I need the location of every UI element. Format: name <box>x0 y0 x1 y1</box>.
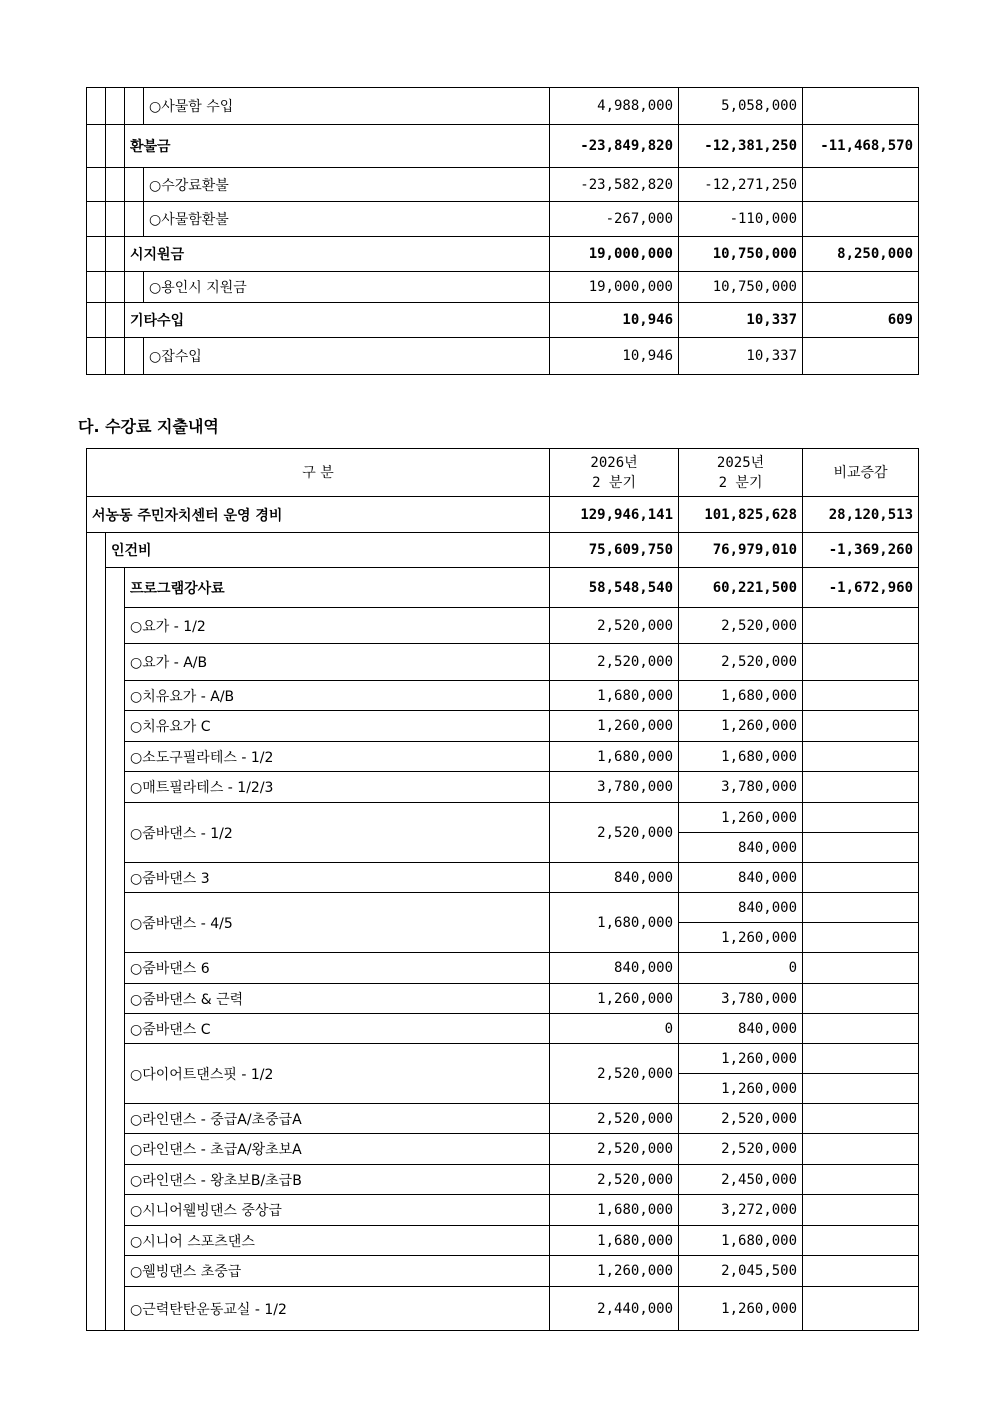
indent-cell <box>125 202 144 237</box>
value-diff <box>803 833 919 863</box>
value-diff <box>803 1134 919 1165</box>
value-2026: 840,000 <box>550 953 679 984</box>
value-2026: 2,520,000 <box>550 1165 679 1195</box>
table-row <box>87 1256 919 1287</box>
indent-cell <box>87 533 106 1331</box>
value-diff <box>803 1165 919 1195</box>
value-2025: 840,000 <box>679 833 803 863</box>
table-row <box>87 984 919 1014</box>
table-row <box>87 202 919 237</box>
value-diff <box>803 644 919 681</box>
value-2026: -23,849,820 <box>550 125 679 168</box>
indent-cell <box>106 237 125 272</box>
value-2026: 3,780,000 <box>550 772 679 803</box>
value-diff <box>803 681 919 711</box>
row-label: ○줌바댄스 & 근력 <box>125 984 550 1014</box>
indent-cell <box>106 168 125 202</box>
value-diff <box>803 803 919 833</box>
value-diff: 8,250,000 <box>803 237 919 272</box>
table-row <box>87 863 919 893</box>
total-2026: 129,946,141 <box>550 497 679 533</box>
header-category: 구 분 <box>87 449 550 497</box>
personnel-label: 인건비 <box>106 533 550 568</box>
value-diff: 609 <box>803 303 919 338</box>
instructor-diff: -1,672,960 <box>803 568 919 608</box>
instructor-2026: 58,548,540 <box>550 568 679 608</box>
value-diff <box>803 923 919 953</box>
value-2025: 1,260,000 <box>679 1044 803 1074</box>
row-label: ○요가 - A/B <box>125 644 550 681</box>
value-2025: 1,680,000 <box>679 1226 803 1256</box>
value-diff <box>803 893 919 923</box>
row-label: ○다이어트댄스핏 - 1/2 <box>125 1044 550 1104</box>
row-label: ○잡수입 <box>144 338 550 375</box>
value-2025: 2,520,000 <box>679 1104 803 1134</box>
row-label: ○매트필라테스 - 1/2/3 <box>125 772 550 803</box>
value-2025: 1,260,000 <box>679 711 803 742</box>
personnel-row <box>87 533 919 568</box>
row-label: 시지원금 <box>125 237 550 272</box>
row-label: ○사물함환불 <box>144 202 550 237</box>
value-diff <box>803 772 919 803</box>
value-diff <box>803 608 919 644</box>
indent-cell <box>106 338 125 375</box>
value-2025: 2,045,500 <box>679 1256 803 1287</box>
table-row <box>87 1044 919 1074</box>
value-2025: 0 <box>679 953 803 984</box>
row-label: ○라인댄스 - 왕초보B/초급B <box>125 1165 550 1195</box>
table-row <box>87 644 919 681</box>
indent-cell <box>87 237 106 272</box>
value-2025: 10,337 <box>679 303 803 338</box>
table-row <box>87 1134 919 1165</box>
value-2025: 1,680,000 <box>679 742 803 772</box>
row-label: ○웰빙댄스 초중급 <box>125 1256 550 1287</box>
value-2025: 1,260,000 <box>679 803 803 833</box>
value-2026: 1,680,000 <box>550 681 679 711</box>
value-2026: 2,520,000 <box>550 608 679 644</box>
value-2025: 10,337 <box>679 338 803 375</box>
row-label: 환불금 <box>125 125 550 168</box>
indent-cell <box>106 272 125 303</box>
value-2026: 1,260,000 <box>550 984 679 1014</box>
value-2025: -110,000 <box>679 202 803 237</box>
personnel-2026: 75,609,750 <box>550 533 679 568</box>
table-row <box>87 803 919 833</box>
table-row <box>87 237 919 272</box>
table-row <box>87 1287 919 1331</box>
row-label: ○라인댄스 - 중급A/초중급A <box>125 1104 550 1134</box>
row-label: ○줌바댄스 6 <box>125 953 550 984</box>
table-row <box>87 338 919 375</box>
value-2026: 2,520,000 <box>550 1134 679 1165</box>
value-diff <box>803 168 919 202</box>
value-2025: 3,780,000 <box>679 772 803 803</box>
value-2025: 1,260,000 <box>679 1074 803 1104</box>
value-2026: 19,000,000 <box>550 237 679 272</box>
header-row <box>87 449 919 497</box>
value-2026: 10,946 <box>550 338 679 375</box>
value-2025: 10,750,000 <box>679 272 803 303</box>
value-2026: 1,260,000 <box>550 1256 679 1287</box>
indent-cell <box>87 272 106 303</box>
value-diff <box>803 742 919 772</box>
indent-cell <box>106 88 125 125</box>
value-2025: 840,000 <box>679 1014 803 1044</box>
value-diff <box>803 1044 919 1074</box>
table-row <box>87 953 919 984</box>
value-diff <box>803 1195 919 1226</box>
value-diff <box>803 1014 919 1044</box>
value-diff <box>803 863 919 893</box>
table-row <box>87 1226 919 1256</box>
value-diff <box>803 1256 919 1287</box>
value-2025: -12,271,250 <box>679 168 803 202</box>
value-2025: -12,381,250 <box>679 125 803 168</box>
value-2026: 0 <box>550 1014 679 1044</box>
value-2026: 2,520,000 <box>550 644 679 681</box>
section-title: 다. 수강료 지출내역 <box>78 417 219 436</box>
value-2026: 1,260,000 <box>550 711 679 742</box>
total-row <box>87 497 919 533</box>
table-row <box>87 772 919 803</box>
value-2026: 2,520,000 <box>550 1044 679 1104</box>
row-label: ○사물함 수입 <box>144 88 550 125</box>
table-row <box>87 711 919 742</box>
value-diff <box>803 953 919 984</box>
row-label: ○수강료환불 <box>144 168 550 202</box>
indent-cell <box>125 338 144 375</box>
value-2026: 2,440,000 <box>550 1287 679 1331</box>
indent-cell <box>106 303 125 338</box>
value-2025: 2,520,000 <box>679 644 803 681</box>
table-row <box>87 1014 919 1044</box>
value-2025: 2,450,000 <box>679 1165 803 1195</box>
value-diff <box>803 202 919 237</box>
indent-cell <box>87 88 106 125</box>
indent-cell <box>87 303 106 338</box>
table-row <box>87 168 919 202</box>
row-label: ○요가 - 1/2 <box>125 608 550 644</box>
row-label: ○시니어 스포츠댄스 <box>125 1226 550 1256</box>
personnel-diff: -1,369,260 <box>803 533 919 568</box>
income-table <box>86 87 919 375</box>
indent-cell <box>106 125 125 168</box>
indent-cell <box>125 272 144 303</box>
table-row <box>87 88 919 125</box>
value-diff <box>803 711 919 742</box>
row-label: 기타수입 <box>125 303 550 338</box>
value-2026: 1,680,000 <box>550 742 679 772</box>
indent-cell <box>87 338 106 375</box>
header-2026: 2026년 2 분기 <box>550 449 679 497</box>
expense-table <box>86 448 919 1331</box>
value-2026: -23,582,820 <box>550 168 679 202</box>
table-row <box>87 125 919 168</box>
indent-cell <box>125 168 144 202</box>
value-2025: 2,520,000 <box>679 1134 803 1165</box>
value-2025: 840,000 <box>679 863 803 893</box>
row-label: ○시니어웰빙댄스 중상급 <box>125 1195 550 1226</box>
value-2025: 2,520,000 <box>679 608 803 644</box>
table-row <box>87 893 919 923</box>
table-row <box>87 1104 919 1134</box>
value-2026: 10,946 <box>550 303 679 338</box>
value-2026: 1,680,000 <box>550 893 679 953</box>
value-2025: 1,260,000 <box>679 923 803 953</box>
header-2025: 2025년 2 분기 <box>679 449 803 497</box>
row-label: ○줌바댄스 - 1/2 <box>125 803 550 863</box>
table-row <box>87 681 919 711</box>
total-2025: 101,825,628 <box>679 497 803 533</box>
indent-cell <box>87 202 106 237</box>
row-label: ○치유요가 - A/B <box>125 681 550 711</box>
value-2026: 1,680,000 <box>550 1226 679 1256</box>
value-2025: 3,780,000 <box>679 984 803 1014</box>
value-diff: -11,468,570 <box>803 125 919 168</box>
value-2025: 5,058,000 <box>679 88 803 125</box>
value-diff <box>803 272 919 303</box>
indent-cell <box>87 125 106 168</box>
value-2026: 1,680,000 <box>550 1195 679 1226</box>
value-2026: -267,000 <box>550 202 679 237</box>
indent-cell <box>106 202 125 237</box>
value-diff <box>803 1226 919 1256</box>
table-row <box>87 1165 919 1195</box>
instructor-row <box>87 568 919 608</box>
value-2025: 840,000 <box>679 893 803 923</box>
row-label: ○줌바댄스 C <box>125 1014 550 1044</box>
value-2026: 2,520,000 <box>550 803 679 863</box>
value-2025: 3,272,000 <box>679 1195 803 1226</box>
row-label: ○줌바댄스 - 4/5 <box>125 893 550 953</box>
instructor-label: 프로그램강사료 <box>125 568 550 608</box>
value-2026: 19,000,000 <box>550 272 679 303</box>
value-2026: 4,988,000 <box>550 88 679 125</box>
header-diff: 비교증감 <box>803 449 919 497</box>
indent-cell <box>125 88 144 125</box>
indent-cell <box>106 568 125 1331</box>
indent-cell <box>87 168 106 202</box>
personnel-2025: 76,979,010 <box>679 533 803 568</box>
instructor-2025: 60,221,500 <box>679 568 803 608</box>
row-label: ○소도구필라테스 - 1/2 <box>125 742 550 772</box>
value-diff <box>803 338 919 375</box>
value-diff <box>803 984 919 1014</box>
row-label: ○치유요가 C <box>125 711 550 742</box>
table-row <box>87 1195 919 1226</box>
total-label: 서농동 주민자치센터 운영 경비 <box>87 497 550 533</box>
table-row <box>87 608 919 644</box>
total-diff: 28,120,513 <box>803 497 919 533</box>
value-diff <box>803 1104 919 1134</box>
row-label: ○용인시 지원금 <box>144 272 550 303</box>
value-2026: 840,000 <box>550 863 679 893</box>
row-label: ○라인댄스 - 초급A/왕초보A <box>125 1134 550 1165</box>
table-row <box>87 272 919 303</box>
value-2026: 2,520,000 <box>550 1104 679 1134</box>
row-label: ○줌바댄스 3 <box>125 863 550 893</box>
value-2025: 1,680,000 <box>679 681 803 711</box>
value-diff <box>803 1074 919 1104</box>
value-2025: 1,260,000 <box>679 1287 803 1331</box>
value-2025: 10,750,000 <box>679 237 803 272</box>
table-row <box>87 303 919 338</box>
table-row <box>87 742 919 772</box>
value-diff <box>803 1287 919 1331</box>
value-diff <box>803 88 919 125</box>
row-label: ○근력탄탄운동교실 - 1/2 <box>125 1287 550 1331</box>
